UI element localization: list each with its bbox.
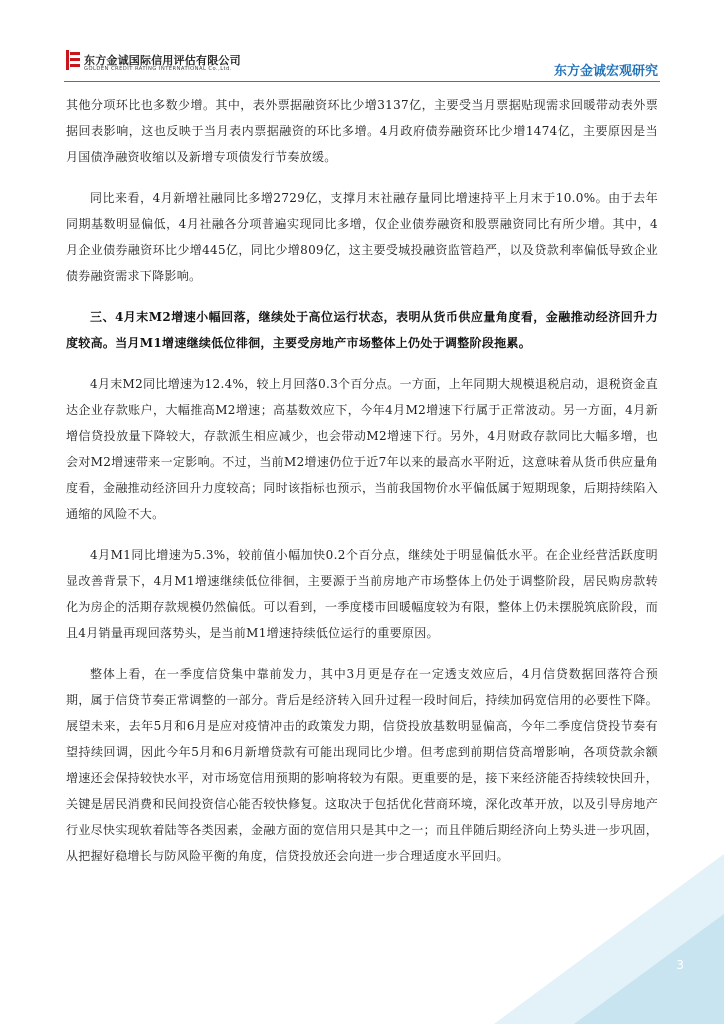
- body-paragraph: 4月末M2同比增速为12.4%，较上月回落0.3个百分点。一方面，上年同期大规模退税启动，退税资金直达企业存款账户，大幅推高M2增速；高基数效应下，今年4月M2增速下行属于正常波动。另一方面，4月新增信贷投放量下降较大，存款派生相应减少，也会带动M2增速下行。另外，4月财政存款同比大幅多增，也会对M2增速带来一定影响。不过，当前M2增速仍位于近7年以来的最高水平附近，这意味着从货币供应量角度看，金融推动经济回升力度较高；同时该指标也预示，当前我国物价水平偏低属于短期现象，后期持续陷入通缩的风险不大。: [66, 377, 658, 521]
- company-name-cn: 东方金诚国际信用评估有限公司: [84, 54, 241, 67]
- body-paragraph: 其他分项环比也多数少增。其中，表外票据融资环比少增3137亿，主要受当月票据贴现需求回暖带动表外票据回表影响，这也反映于当月表内票据融资的环比多增。4月政府债券融资环比少增1474亿，主要原因是当月国债净融资收缩以及新增专项债发行节奏放缓。: [66, 98, 658, 164]
- company-logo-icon: [66, 50, 80, 70]
- page-header: [0, 0, 724, 90]
- report-body: [66, 92, 658, 884]
- header-divider: [64, 81, 660, 82]
- body-paragraph: 4月M1同比增速为5.3%，较前值小幅加快0.2个百分点，继续处于明显偏低水平。在企业经营活跃度明显改善背景下，4月M1增速继续低位徘徊，主要源于当前房地产市场整体上仍处于调整阶段，居民购房款转化为房企的活期存款规模仍然偏低。可以看到，一季度楼市回暖幅度较为有限，整体上仍未摆脱筑底阶段，而且4月销量再现回落势头，是当前M1增速持续低位运行的重要原因。: [66, 548, 658, 640]
- report-series-title: 东方金诚宏观研究: [553, 64, 658, 79]
- corner-decoration: [494, 854, 724, 1024]
- body-paragraph: 整体上看，在一季度信贷集中靠前发力，其中3月更是存在一定透支效应后，4月信贷数据回落符合预期，属于信贷节奏正常调整的一部分。背后是经济转入回升过程一段时间后，持续加码宽信用的必要性下降。展望未来，去年5月和6月是应对疫情冲击的政策发力期，信贷投放基数明显偏高，今年二季度信贷投节奏有望持续回调，因此今年5月和6月新增贷款有可能出现同比少增。但考虑到前期信贷高增影响，各项贷款余额增速还会保持较快水平，对市场宽信用预期的影响将较为有限。更重要的是，接下来经济能否持续较快回升，关键是居民消费和民间投资信心能否较快修复。这取决于包括优化营商环境，深化改革开放，以及引导房地产行业尽快实现软着陆等各类因素，金融方面的宽信用只是其中之一；而且伴随后期经济向上势头进一步巩固，从把握好稳增长与防风险平衡的角度，信贷投放还会向进一步合理适度水平回归。: [66, 667, 658, 863]
- body-paragraph: 同比来看，4月新增社融同比多增2729亿，支撑月末社融存量同比增速持平上月末于10.0%。由于去年同期基数明显偏低，4月社融各分项普遍实现同比多增，仅企业债券融资和股票融资同比有所少增。其中，4月企业债券融资环比少增445亿，同比少增809亿，这主要受城投融资监管趋严，以及贷款利率偏低导致企业债券融资需求下降影响。: [66, 191, 658, 283]
- company-name-en: GOLDEN CREDIT RATING INTERNATIONAL Co.,Ltd.: [84, 66, 232, 72]
- section-heading: 三、4月末M2增速小幅回落，继续处于高位运行状态，表明从货币供应量角度看，金融推动经济回升力度较高。当月M1增速继续低位徘徊，主要受房地产市场整体上仍处于调整阶段拖累。: [66, 310, 658, 350]
- page-number: 3: [676, 958, 684, 972]
